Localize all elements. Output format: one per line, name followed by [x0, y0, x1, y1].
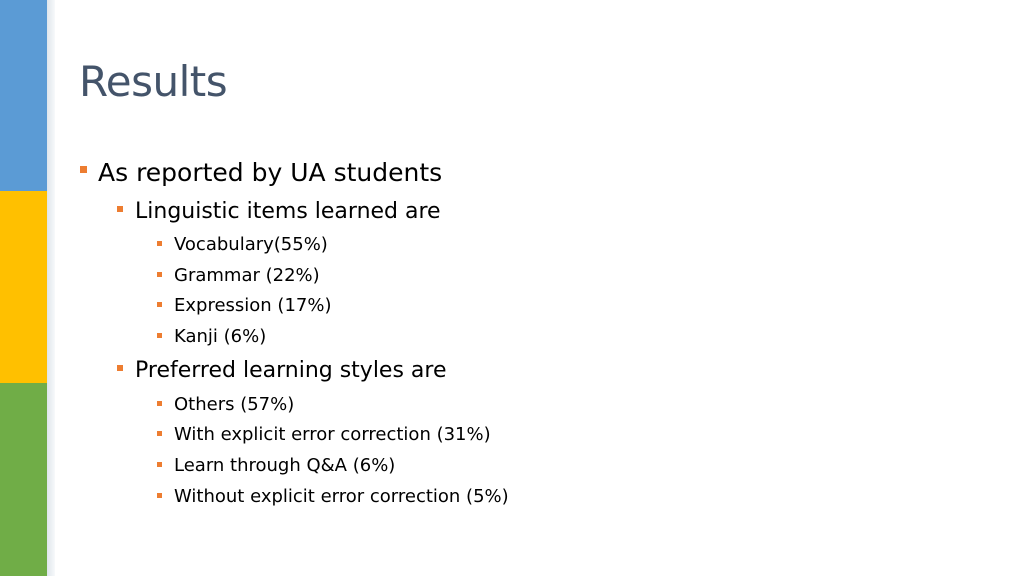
bullet-vocabulary: [157, 233, 328, 257]
slide-title: Results: [79, 57, 228, 106]
bullet-text: Grammar (22%): [174, 265, 320, 286]
square-bullet-icon: [157, 241, 162, 246]
bullet-text: Vocabulary(55%): [174, 234, 328, 255]
bullet-expression: [157, 294, 331, 318]
bullet-text: Preferred learning styles are: [135, 358, 447, 383]
square-bullet-icon: [157, 493, 162, 498]
bullet-as-reported: [80, 157, 442, 189]
square-bullet-icon: [157, 462, 162, 467]
square-bullet-icon: [157, 272, 162, 277]
bullet-text: Without explicit error correction (5%): [174, 486, 509, 507]
square-bullet-icon: [157, 431, 162, 436]
square-bullet-icon: [117, 206, 123, 212]
square-bullet-icon: [80, 166, 87, 173]
bullet-text: Linguistic items learned are: [135, 199, 441, 224]
bullet-others: [157, 393, 294, 417]
bullet-explicit-correction: [157, 423, 491, 447]
bullet-linguistic-items: [117, 198, 441, 226]
bullet-text: Others (57%): [174, 394, 295, 415]
bullet-kanji: [157, 325, 266, 349]
bullet-grammar: [157, 264, 320, 288]
side-bar-shadow: [47, 0, 55, 576]
bullet-text: Expression (17%): [174, 295, 332, 316]
square-bullet-icon: [157, 302, 162, 307]
side-bar-green-band: [0, 383, 47, 576]
bullet-text: With explicit error correction (31%): [174, 424, 491, 445]
bullet-learn-qa: [157, 454, 395, 478]
square-bullet-icon: [117, 365, 123, 371]
bullet-text: As reported by UA students: [98, 158, 443, 187]
bullet-without-correction: [157, 485, 509, 509]
bullet-text: Kanji (6%): [174, 326, 267, 347]
bullet-text: Learn through Q&A (6%): [174, 455, 396, 476]
side-bar-blue-band: [0, 0, 47, 191]
bullet-learning-styles: [117, 357, 447, 385]
square-bullet-icon: [157, 401, 162, 406]
side-bar-yellow-band: [0, 191, 47, 383]
color-side-bar: [0, 0, 47, 576]
square-bullet-icon: [157, 333, 162, 338]
